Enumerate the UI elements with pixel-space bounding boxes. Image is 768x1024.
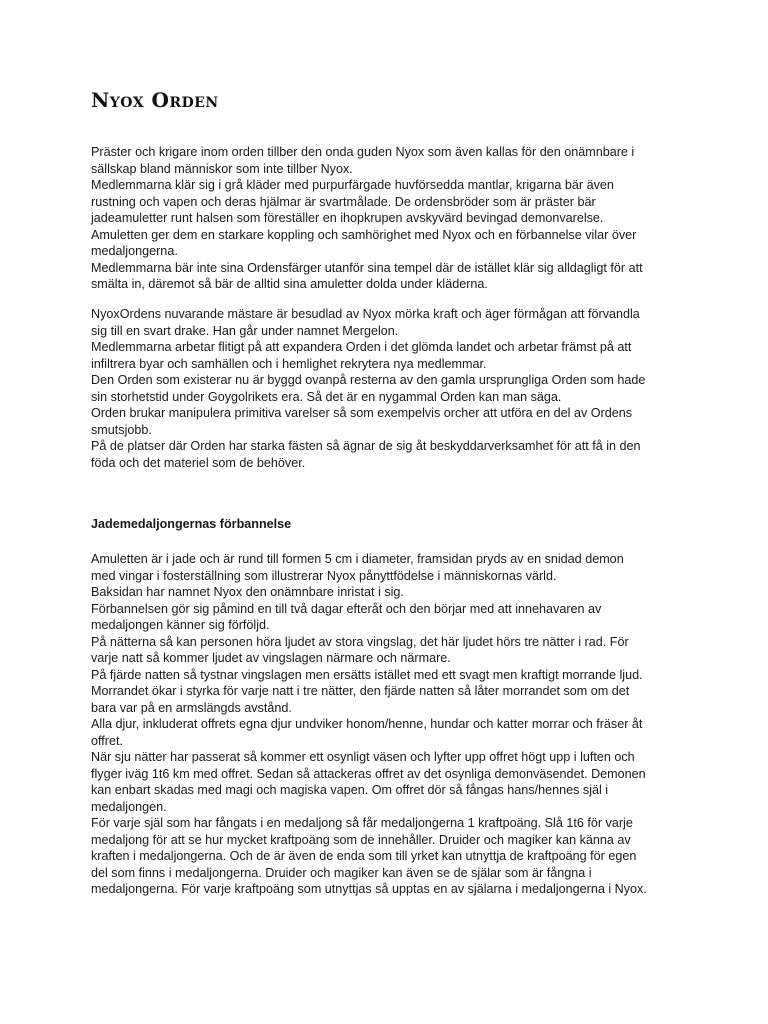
text-line: Amuletten är i jade och är rund till formen 5 cm i diameter, framsidan pryds av en snidad demon bbox=[91, 552, 624, 566]
section-heading: Jademedaljongernas förbannelse bbox=[91, 517, 292, 531]
text-line: Den Orden som existerar nu är byggd ovanpå resterna av den gamla ursprungliga Orden som hade bbox=[91, 373, 646, 387]
text-line: NyoxOrdens nuvarande mästare är besudlad av Nyox mörka kraft och äger förmågan att förvandla bbox=[91, 307, 640, 321]
text-line: medaljongen. bbox=[91, 799, 167, 814]
text-line: Förbannelsen gör sig påmind en till två dagar efteråt och den börjar med att innehavaren av bbox=[91, 601, 602, 616]
text-line: rustning och vapen och deras hjälmar är svartmålade. De ordensbröder som är präster bär bbox=[91, 194, 596, 209]
text-line: jadeamuletter runt halsen som föreställer en ihopkrupen avskyvärd bevingad demonvarelse. bbox=[91, 211, 604, 225]
text-line: bara var på en armslängds avstånd. bbox=[91, 700, 292, 715]
text-line: Medlemmarna arbetar flitigt på att expandera Orden i det glömda landet och arbetar främst på att bbox=[91, 340, 632, 354]
text-line: varje natt så kommer ljudet av vingslagen närmare och närmare. bbox=[91, 651, 451, 665]
text-line: kan enbart skadas med magi och magiska vapen. Om offret dör så fångas hans/hennes själ i bbox=[91, 783, 609, 797]
text-line: medaljongerna. För varje kraftpoäng som utnyttjas så upptas en av själarna i medaljongerna i Nyox. bbox=[91, 882, 647, 896]
text-line: flyger iväg 1t6 km med offret. Sedan så attackeras offret av det osynliga demonväsendet. Demonen bbox=[91, 766, 646, 781]
text-line: För varje själ som har fångats i en medaljong så får medaljongerna 1 kraftpoäng. Slå 1t6 för varje bbox=[91, 816, 633, 830]
text-line: sällskap bland människor som inte tillber Nyox. bbox=[91, 161, 353, 176]
text-line: På fjärde natten så tystnar vingslagen men ersätts istället med ett svagt men kraftigt morrande ljud. bbox=[91, 667, 643, 682]
text-line: medaljongerna. bbox=[91, 244, 178, 258]
text-line: medaljong för att se hur mycket kraftpoäng som de innehåller. Druider och magiker kan känna av bbox=[91, 832, 631, 847]
text-line: På nätterna så kan personen höra ljudet av stora vingslag, det här ljudet hörs tre nätter i rad. För bbox=[91, 634, 629, 649]
text-line: Medlemmarna klär sig i grå kläder med purpurfärgade huvförsedda mantlar, krigarna bär även bbox=[91, 178, 614, 192]
text-line: offret. bbox=[91, 733, 123, 748]
curse-paragraph bbox=[91, 551, 691, 898]
text-line: Alla djur, inkluderat offrets egna djur undviker honom/henne, hundar och katter morrar och fräser åt bbox=[91, 717, 643, 731]
text-line: Orden brukar manipulera primitiva varelser så som exempelvis orcher att utföra en del av Ordens bbox=[91, 406, 633, 420]
text-line: infiltrera byar och samhällen och i hemlighet rekrytera nya medlemmar. bbox=[91, 356, 487, 371]
order-master-paragraph bbox=[91, 306, 691, 471]
text-line: När sju nätter har passerat så kommer ett osynligt väsen och lyfter upp offret högt upp i luften och bbox=[91, 750, 635, 764]
text-line: sin storhetstid under Goygolrikets era. Så det är en nygammal Orden kan man säga. bbox=[91, 389, 562, 404]
document-title: Nyox Orden bbox=[91, 88, 219, 112]
text-line: Amuletten ger dem en starkare koppling och samhörighet med Nyox och en förbannelse vilar över bbox=[91, 227, 637, 242]
text-line: sig till en svart drake. Han går under namnet Mergelon. bbox=[91, 323, 399, 338]
text-line: del som finns i medaljongerna. Druider och magiker kan även se de själar som är fångna i bbox=[91, 865, 592, 880]
text-line: Medlemmarna bär inte sina Ordensfärger utanför sina tempel där de istället klär sig alldagligt för att bbox=[91, 260, 643, 275]
text-line: Präster och krigare inom orden tillber den onda guden Nyox som även kallas för den onämnbare i bbox=[91, 145, 635, 159]
text-line: Baksidan har namnet Nyox den onämnbare inristat i sig. bbox=[91, 585, 404, 599]
text-line: På de platser där Orden har starka fästen så ägnar de sig åt beskyddarverksamhet för att få in den bbox=[91, 439, 641, 453]
text-line: medaljongen känner sig förföljd. bbox=[91, 618, 270, 632]
text-line: kraften i medaljongerna. Och de är även de enda som till yrket kan utnyttja de kraftpoäng för egen bbox=[91, 849, 637, 863]
intro-paragraph bbox=[91, 144, 691, 293]
text-line: föda och det materiel som de behöver. bbox=[91, 455, 306, 470]
text-line: med vingar i fosterställning som illustrerar Nyox pånyttfödelse i människornas värld. bbox=[91, 568, 557, 583]
text-line: smutsjobb. bbox=[91, 422, 152, 437]
text-line: Morrandet ökar i styrka för varje natt i tre nätter, den fjärde natten så låter morrandet som om det bbox=[91, 684, 630, 698]
text-line: smälta in, däremot så bär de alltid sina amuletter dolda under kläderna. bbox=[91, 277, 488, 291]
